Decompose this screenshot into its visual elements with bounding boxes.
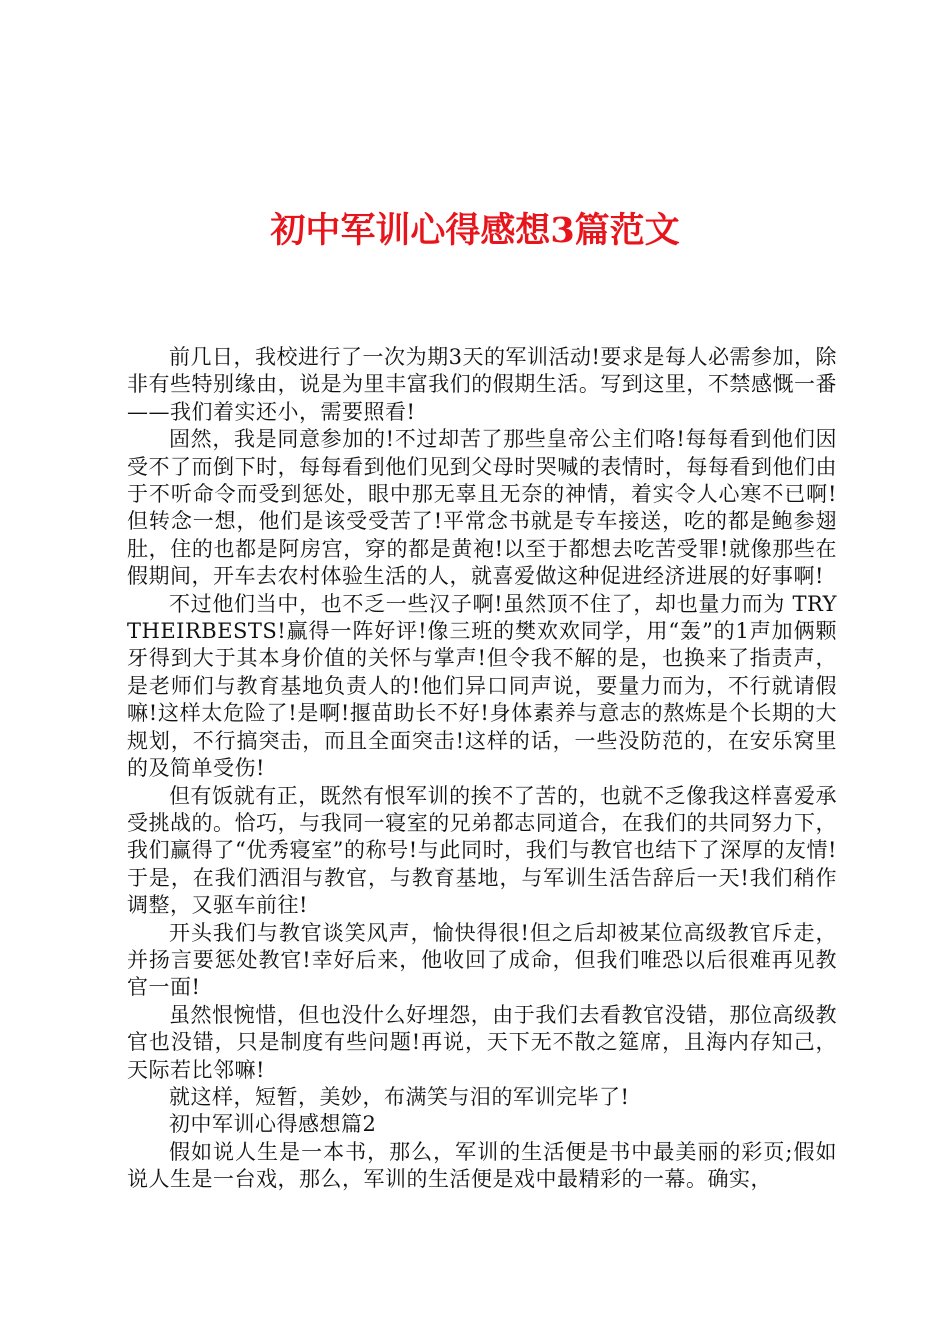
section-heading: 初中军训心得感想篇2 bbox=[169, 1112, 377, 1137]
paragraph: 不过他们当中，也不乏一些汉子啊!虽然顶不住了，却也量力而为 TRY THEIRBESTS!赢得一阵好评!像三班的樊欢欢同学，用“轰”的1声加俩颗牙得到大于其本身价值的关怀与掌声!但令我不解的是，也换来了指责声，是老师们与教育基地负责人的!他们异口同声说，要量力而为，不行就请假嘛!这样太危险了!是啊!揠苗助长不好!身体素养与意志的熬炼是个长期的大规划，不行搞突击，而且全面突击!这样的话，一些没防范的，在安乐窝里的及简单受伤! bbox=[127, 591, 837, 781]
paragraph: 开头我们与教官谈笑风声，愉快得很!但之后却被某位高级教官斥走，并扬言要惩处教官!幸好后来，他收回了成命，但我们唯恐以后很难再见教官一面! bbox=[127, 920, 837, 1000]
paragraph: 虽然恨惋惜，但也没什么好埋怨，由于我们去看教官没错，那位高级教官也没错，只是制度有些问题!再说，天下无不散之筵席，且海内存知己，天际若比邻嘛! bbox=[127, 1002, 837, 1082]
paragraph: 就这样，短暂，美妙，布满笑与泪的军训完毕了! bbox=[169, 1084, 630, 1109]
paragraph: 但有饭就有正，既然有恨军训的挨不了苦的，也就不乏像我这样喜爱承受挑战的。恰巧，与我同一寝室的兄弟都志同道合，在我们的共同努力下，我们赢得了“优秀寝室”的称号!与此同时，我们与教官也结下了深厚的友情!于是，在我们洒泪与教官，与教育基地，与军训生活告辞后一天!我们稍作调整，又驱车前往! bbox=[127, 783, 837, 918]
paragraph: 假如说人生是一本书，那么，军训的生活便是书中最美丽的彩页;假如说人生是一台戏，那么，军训的生活便是戏中最精彩的一幕。确实， bbox=[127, 1139, 837, 1192]
document-body bbox=[127, 344, 837, 1194]
document-title: 初中军训心得感想3篇范文 bbox=[270, 210, 680, 251]
paragraph: 前几日，我校进行了一次为期3天的军训活动!要求是每人必需参加，除非有些特别缘由，说是为里丰富我们的假期生活。写到这里，不禁感慨一番——我们着实还小，需要照看! bbox=[127, 345, 837, 424]
paragraph: 固然，我是同意参加的!不过却苦了那些皇帝公主们咯!每每看到他们因受不了而倒下时，每每看到他们见到父母时哭喊的表情时，每每看到他们由于不听命令而受到惩处，眼中那无辜且无奈的神情，着实令人心寒不已啊!但转念一想，他们是该受受苦了!平常念书就是专车接送，吃的都是鲍参翅肚，住的也都是阿房宫，穿的都是黄袍!以至于都想去吃苦受罪!就像那些在假期间，开车去农村体验生活的人，就喜爱做这种促进经济进展的好事啊! bbox=[127, 427, 837, 589]
